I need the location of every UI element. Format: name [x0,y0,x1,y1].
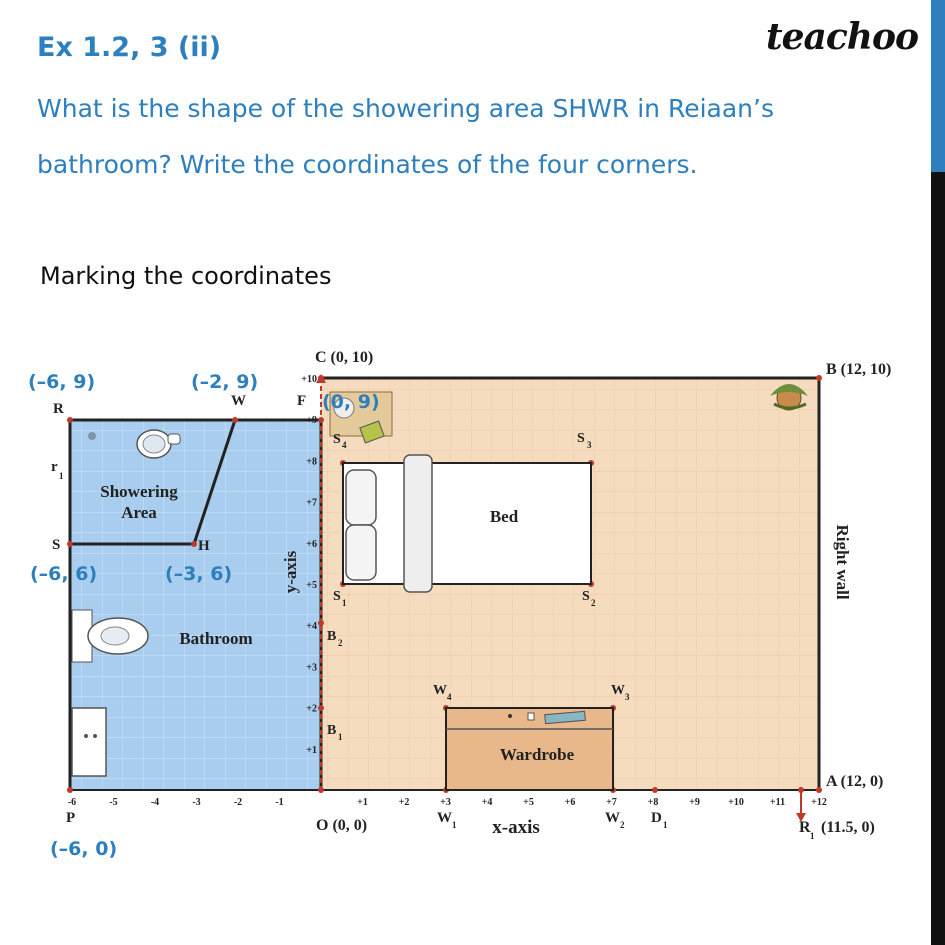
label-S1-sub: 1 [342,598,347,608]
coord-P: (–6, 0) [50,838,118,860]
label-D1: D [651,810,662,826]
coord-F: (0, 9) [322,391,380,413]
y-tick-label: +9 [306,415,317,427]
x-axis-ticks [68,797,827,808]
label-W: W [231,393,246,409]
label-S4: S [333,432,341,447]
exercise-title: Ex 1.2, 3 (ii) [37,32,222,63]
label-right-wall: Right wall [833,524,852,600]
x-tick-label: +11 [769,797,786,808]
y-tick-label: +2 [306,703,317,715]
label-D1-sub: 1 [663,820,668,830]
label-area: Area [121,503,157,522]
label-H: H [198,538,210,554]
coord-S: (–6, 6) [30,563,98,585]
label-y-axis: y-axis [281,550,300,594]
label-R1: R [799,819,811,836]
y-tick-label: +8 [306,456,317,468]
label-O: O (0, 0) [316,817,368,834]
x-tick-label: -2 [233,797,243,808]
label-R1-sub: 1 [810,831,815,841]
label-F: F [297,393,307,409]
x-tick-label: +12 [811,797,827,808]
label-B1-sub: 1 [338,732,343,742]
question-line-1: What is the shape of the showering area SHWR in Reiaan’s [37,94,774,123]
x-tick-label: +4 [481,797,493,808]
label-S1: S [333,589,341,604]
label-S: S [52,537,61,553]
label-W4: W [433,683,447,698]
sink-icon [72,708,106,776]
bed [343,455,591,592]
y-tick-label: +7 [306,497,317,509]
x-tick-label: +2 [398,797,410,808]
label-bathroom: Bathroom [179,629,253,648]
label-S3-sub: 3 [587,440,592,450]
coord-W: (–2, 9) [191,371,259,393]
label-W3-sub: 3 [625,692,630,702]
bathroom-floor [70,420,321,790]
label-S3: S [577,431,585,446]
x-tick-label: +5 [523,797,534,808]
label-B2: B [327,629,337,644]
scrollbar[interactable] [931,0,945,945]
y-tick-label: +5 [306,580,317,591]
y-tick-label: +10 [301,374,317,385]
x-tick-label: +1 [357,797,368,808]
x-tick-label: +10 [728,797,744,808]
label-R1-coords: (11.5, 0) [821,819,875,836]
label-W1-sub: 1 [452,820,457,830]
label-R: R [53,401,64,417]
y-tick-label: +6 [306,538,317,550]
label-B2-sub: 2 [338,638,343,648]
x-tick-label: -5 [109,797,118,808]
x-tick-label: -1 [275,797,284,808]
subheading: Marking the coordinates [40,262,332,290]
x-tick-label: +3 [440,797,451,808]
label-W3: W [611,683,625,698]
y-tick-label: +1 [306,744,317,756]
question-line-2: bathroom? Write the coordinates of the four corners. [37,150,698,179]
label-W2: W [605,810,620,826]
y-tick-label: +3 [306,662,317,674]
scrollbar-thumb[interactable] [931,0,945,172]
x-tick-label: +6 [564,797,576,808]
label-W4-sub: 4 [447,692,452,702]
label-W2-sub: 2 [620,820,625,830]
label-wardrobe: Wardrobe [499,745,575,764]
label-r1: r [51,459,58,475]
label-C: C (0, 10) [315,349,374,366]
x-tick-label: +8 [647,797,659,808]
x-tick-label: +7 [606,797,617,808]
x-tick-label: -3 [192,797,201,808]
coord-H: (–3, 6) [165,563,233,585]
y-tick-label: +4 [306,621,317,633]
x-tick-label: +9 [689,797,700,808]
label-S2: S [582,589,590,604]
label-x-axis: x-axis [492,817,540,838]
label-r1-sub: 1 [59,471,64,481]
label-B1: B [327,723,337,738]
label-bed: Bed [489,507,519,526]
label-S2-sub: 2 [591,598,596,608]
label-S4-sub: 4 [342,440,347,450]
scrollbar-track [931,172,945,945]
x-tick-label: -4 [150,797,160,808]
x-tick-label: -6 [67,797,77,808]
brand-logo: teachoo [766,16,918,58]
coord-R: (–6, 9) [28,371,96,393]
label-showering: Showering [100,482,178,501]
label-A: A (12, 0) [826,773,884,790]
label-B: B (12, 10) [826,361,892,378]
label-W1: W [437,810,452,826]
label-P: P [66,810,76,826]
